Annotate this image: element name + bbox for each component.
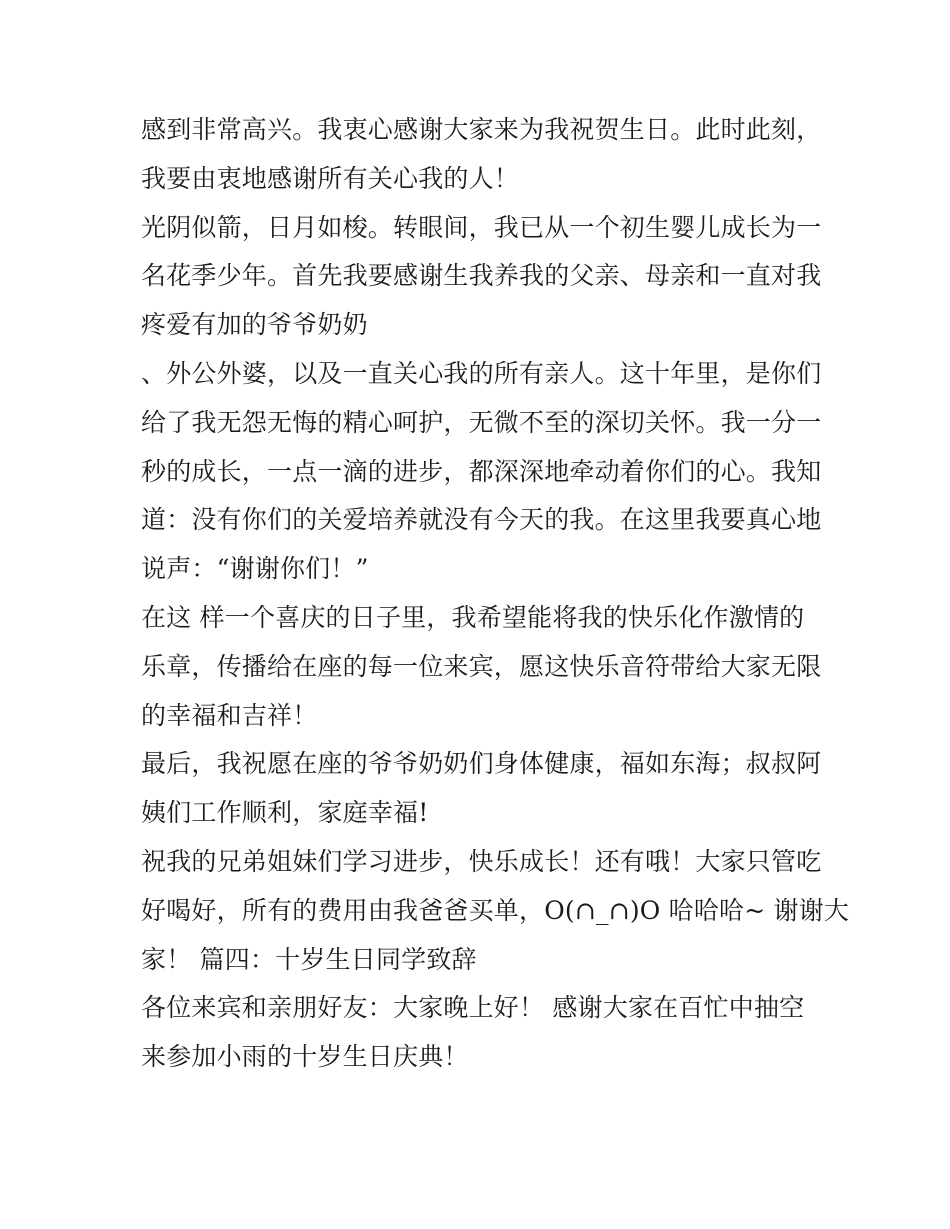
text-line: 道：没有你们的关爱培养就没有今天的我。在这里我要真心地: [141, 505, 822, 535]
text-line: 祝我的兄弟姐妹们学习进步，快乐成长！还有哦！大家只管吃: [141, 846, 822, 876]
text-line: 名花季少年。首先我要感谢生我养我的父亲、母亲和一直对我: [141, 261, 822, 291]
document-text-body: [141, 106, 850, 1082]
text-line: 秒的成长，一点一滴的进步，都深深地牵动着你们的心。我知: [141, 456, 822, 486]
text-line: 、外公外婆，以及一直关心我的所有亲人。这十年里，是你们: [141, 358, 822, 388]
text-line: 各位来宾和亲朋好友：大家晚上好！ 感谢大家在百忙中抽空: [141, 993, 805, 1023]
text-line: 在这 样一个喜庆的日子里，我希望能将我的快乐化作激情的: [141, 602, 805, 632]
text-line: 最后，我祝愿在座的爷爷奶奶们身体健康，福如东海；叔叔阿: [141, 749, 822, 779]
text-line: 疼爱有加的爷爷奶奶: [141, 310, 368, 340]
text-line: 感到非常高兴。我衷心感谢大家来为我祝贺生日。此时此刻，: [141, 115, 822, 144]
text-line: 好喝好，所有的费用由我爸爸买单，O(∩_∩)O 哈哈哈~ 谢谢大: [141, 895, 850, 925]
text-line: 乐章，传播给在座的每一位来宾，愿这快乐音符带给大家无限: [141, 651, 822, 681]
text-line: 家！ 篇四：十岁生日同学致辞: [141, 944, 477, 974]
text-line: 光阴似箭，日月如梭。转眼间，我已从一个初生婴儿成长为一: [141, 212, 822, 242]
text-line: 姨们工作顺利，家庭幸福!: [141, 798, 429, 828]
text-line: 来参加小雨的十岁生日庆典！: [141, 1042, 469, 1072]
text-line: 我要由衷地感谢所有关心我的人！: [141, 163, 520, 193]
text-line: 说声：“谢谢你们！”: [141, 554, 369, 584]
text-line: 给了我无怨无悔的精心呵护，无微不至的深切关怀。我一分一: [141, 407, 822, 437]
text-line: 的幸福和吉祥！: [141, 700, 318, 730]
